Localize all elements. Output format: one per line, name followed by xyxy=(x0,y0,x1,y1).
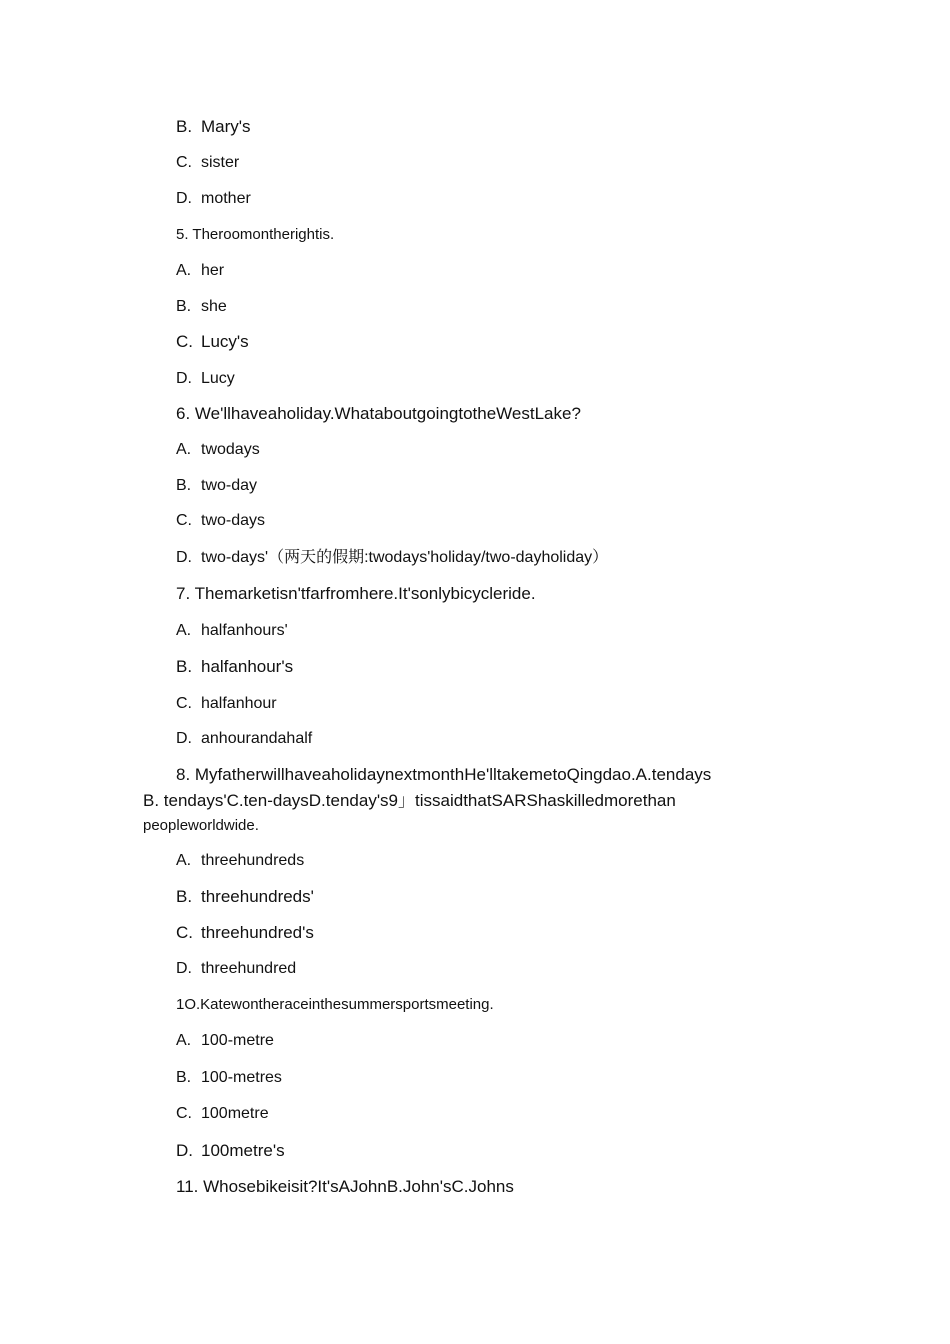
option-c: C. sister xyxy=(176,154,240,171)
question-8-line-1: 8. MyfatherwillhaveaholidaynextmonthHe'lltakemetoQingdao.A.tendays xyxy=(176,765,712,784)
option-a: A. halfanhours' xyxy=(176,622,288,639)
option-c: C. 100metre xyxy=(176,1105,269,1122)
question-8-line-3: peopleworldwide. xyxy=(143,817,259,834)
option-b: B. threehundreds' xyxy=(176,887,314,906)
option-b: B. halfanhour's xyxy=(176,657,294,676)
question-5-stem: 5. Theroomontherightis. xyxy=(176,226,335,243)
option-c: C. Lucy's xyxy=(176,332,249,351)
question-7-stem: 7. Themarketisn'tfarfromhere.It'sonlybicycleride. xyxy=(176,584,536,603)
option-d: D. two-days'（两天的假期:twodays'holiday/two-dayholiday） xyxy=(176,549,609,566)
question-11-stem: 11. Whosebikeisit?It'sAJohnB.John'sC.Johns xyxy=(176,1177,514,1196)
option-c: C. two-days xyxy=(176,512,266,529)
option-c: C. threehundred's xyxy=(176,923,314,942)
question-10-stem: 1O.Katewontheraceinthesummersportsmeeting. xyxy=(176,996,494,1013)
option-d: D. mother xyxy=(176,190,251,207)
option-d: D. Lucy xyxy=(176,370,235,387)
option-c: C. halfanhour xyxy=(176,695,277,712)
option-b: B. 100-metres xyxy=(176,1069,282,1086)
option-b: B. Mary's xyxy=(176,117,251,136)
option-a: A. 100-metre xyxy=(176,1032,274,1049)
option-d: D. anhourandahalf xyxy=(176,730,313,747)
question-6-stem: 6. We'llhaveaholiday.WhataboutgoingtotheWestLake? xyxy=(176,404,581,423)
option-a: A. twodays xyxy=(176,441,260,458)
question-8-line-2: B. tendays'C.ten-daysD.tenday's9」tissaidthatSARShaskilledmorethan xyxy=(143,791,676,810)
option-b: B. two-day xyxy=(176,477,258,494)
option-a: A. her xyxy=(176,262,225,279)
option-d: D. 100metre's xyxy=(176,1141,285,1160)
option-a: A. threehundreds xyxy=(176,852,305,869)
option-d: D. threehundred xyxy=(176,960,297,977)
option-b: B. she xyxy=(176,298,227,315)
